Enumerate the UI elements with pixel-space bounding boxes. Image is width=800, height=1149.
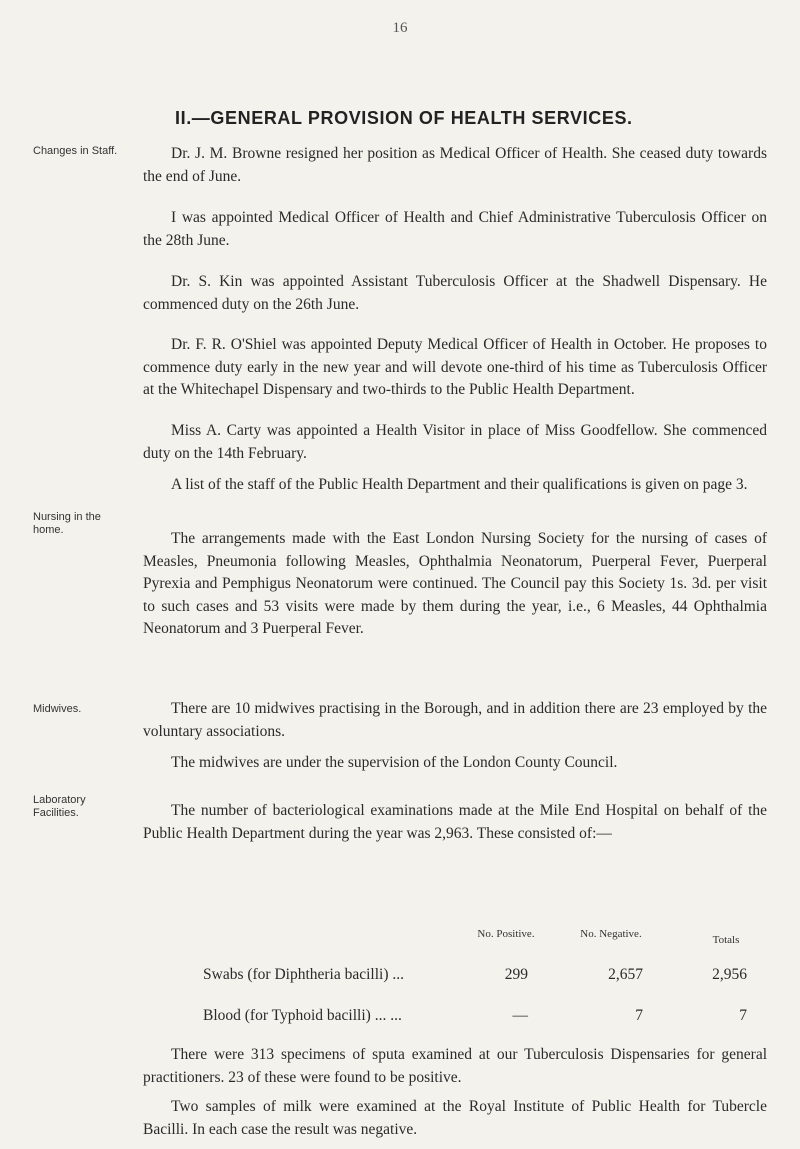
cell-total: 7 bbox=[739, 1007, 747, 1024]
row-label: Blood (for Typhoid bacilli) ... ... bbox=[203, 1007, 402, 1024]
header-positive: No. Positive. bbox=[477, 928, 535, 940]
paragraph-browne: Dr. J. M. Browne resigned her position as Medical Officer of Health. She ceased duty towards the end of June. bbox=[143, 145, 767, 185]
margin-note-midwives: Midwives. bbox=[33, 703, 82, 715]
paragraph-midwives-count: There are 10 midwives practising in the Borough, and in addition there are 23 employed by the voluntary associations. bbox=[143, 700, 767, 740]
table-row bbox=[143, 966, 767, 988]
cell-negative: 7 bbox=[635, 1007, 643, 1024]
cell-negative: 2,657 bbox=[608, 966, 643, 983]
margin-note-laboratory: Laboratory Facilities. bbox=[33, 794, 86, 819]
cell-total: 2,956 bbox=[712, 966, 747, 983]
paragraph-milk: Two samples of milk were examined at the Royal Institute of Public Health for Tubercle Bacilli. In each case the result was negative. bbox=[143, 1098, 767, 1138]
margin-note-staff: Changes in Staff. bbox=[33, 145, 118, 157]
paragraph-appointment: I was appointed Medical Officer of Health and Chief Administrative Tuberculosis Officer on the 28th June. bbox=[143, 209, 767, 249]
header-negative: No. Negative. bbox=[580, 928, 642, 940]
cell-positive: — bbox=[512, 1007, 528, 1024]
paragraph-nursing: The arrangements made with the East London Nursing Society for the nursing of cases of Measles, Pneumonia following Measles, Ophthalmia Neonatorum, Puerperal Fever, Puerperal Pyrexia and Pemphigus Neonatorum were continued. The Council pay this Society 1s. 3d. per visit to such cases and 53 visits were made by them during the year, i.e., 6 Measles, 44 Ophthalmia Neonatorum and 3 Puerperal Fever. bbox=[143, 530, 767, 637]
paragraph-staff-list: A list of the staff of the Public Health Department and their qualifications is given on page 3. bbox=[171, 476, 748, 493]
paragraph-bacteriological: The number of bacteriological examinations made at the Mile End Hospital on behalf of the Public Health Department during the year was 2,963. These consisted of:— bbox=[143, 802, 767, 842]
section-heading: II.—GENERAL PROVISION OF HEALTH SERVICES. bbox=[175, 108, 633, 128]
page-number: 16 bbox=[392, 20, 408, 36]
paragraph-kin: Dr. S. Kin was appointed Assistant Tuberculosis Officer at the Shadwell Dispensary. He commenced duty on the 26th June. bbox=[143, 273, 767, 313]
header-totals: Totals bbox=[712, 934, 740, 946]
table-header bbox=[143, 928, 767, 958]
paragraph-sputa: There were 313 specimens of sputa examined at our Tuberculosis Dispensaries for general practitioners. 23 of these were found to be positive. bbox=[143, 1046, 767, 1086]
margin-note-nursing: Nursing in the home. bbox=[33, 511, 101, 536]
table-row bbox=[143, 1007, 767, 1029]
paragraph-carty: Miss A. Carty was appointed a Health Visitor in place of Miss Goodfellow. She commenced duty on the 14th February. bbox=[143, 422, 767, 462]
row-label: Swabs (for Diphtheria bacilli) ... bbox=[203, 966, 405, 983]
paragraph-oshiel: Dr. F. R. O'Shiel was appointed Deputy Medical Officer of Health in October. He proposes to commence duty early in the new year and will devote one-third of his time as Tuberculosis Officer at the Whitechapel Dispensary and two-thirds to the Public Health Department. bbox=[143, 336, 767, 398]
paragraph-midwives-supervision: The midwives are under the supervision of the London County Council. bbox=[171, 754, 618, 771]
cell-positive: 299 bbox=[504, 966, 528, 983]
